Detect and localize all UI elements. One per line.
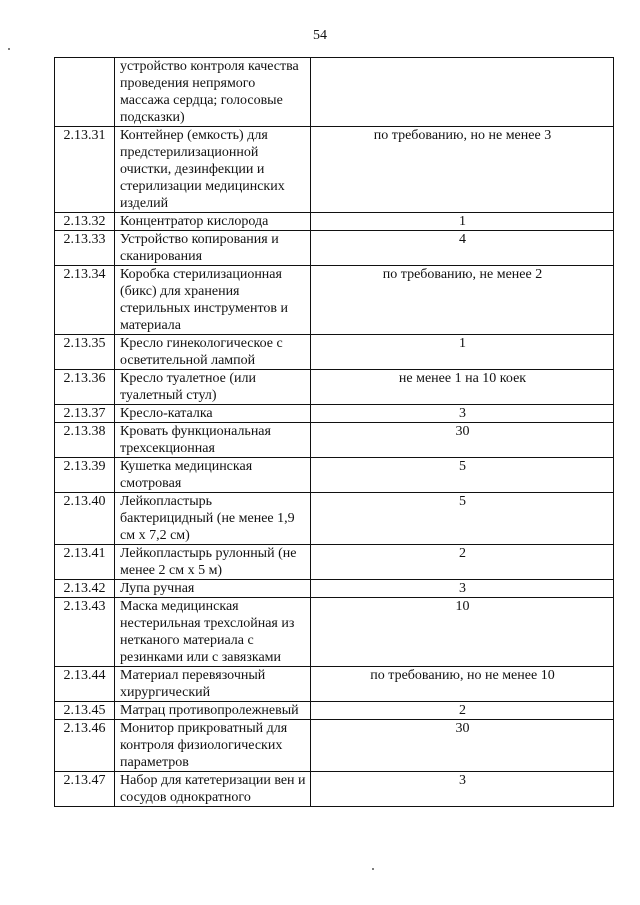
table-row [55,580,614,598]
requirement-cell: 2 [311,545,614,580]
item-name-cell: Кресло-каталка [115,405,311,423]
table-row [55,335,614,370]
requirement-cell: 30 [311,720,614,772]
requirement-cell: 1 [311,213,614,231]
table-row [55,720,614,772]
item-name-cell: Концентратор кислорода [115,213,311,231]
item-name-cell: Лейкопластырь бактерицидный (не менее 1,9 см х 7,2 см) [115,493,311,545]
requirement-cell: по требованию, не менее 2 [311,266,614,335]
requirement-cell: 30 [311,423,614,458]
row-number-cell: 2.13.42 [55,580,115,598]
row-number-cell: 2.13.31 [55,127,115,213]
equipment-table [54,57,614,807]
requirement-cell: по требованию, но не менее 3 [311,127,614,213]
item-name-cell: Маска медицинская нестерильная трехслойная из нетканого материала с резинками или с завязками [115,598,311,667]
table-row [55,598,614,667]
item-name-cell: устройство контроля качества проведения непрямого массажа сердца; голосовые подсказки) [115,58,311,127]
row-number-cell: 2.13.36 [55,370,115,405]
requirement-cell: 5 [311,458,614,493]
table-row [55,458,614,493]
row-number-cell: 2.13.33 [55,231,115,266]
row-number-cell: 2.13.37 [55,405,115,423]
row-number-cell: 2.13.41 [55,545,115,580]
requirement-cell: 10 [311,598,614,667]
row-number-cell: 2.13.47 [55,772,115,807]
table-row [55,370,614,405]
row-number-cell: 2.13.44 [55,667,115,702]
table-row [55,405,614,423]
table-row [55,58,614,127]
row-number-cell: 2.13.45 [55,702,115,720]
table-row [55,423,614,458]
page-number: 54 [313,28,327,43]
item-name-cell: Кресло туалетное (или туалетный стул) [115,370,311,405]
item-name-cell: Устройство копирования и сканирования [115,231,311,266]
requirement-cell: 5 [311,493,614,545]
item-name-cell: Монитор прикроватный для контроля физиологических параметров [115,720,311,772]
item-name-cell: Лейкопластырь рулонный (не менее 2 см х 5 м) [115,545,311,580]
table-row [55,772,614,807]
row-number-cell: 2.13.34 [55,266,115,335]
row-number-cell: 2.13.35 [55,335,115,370]
item-name-cell: Набор для катетеризации вен и сосудов однократного [115,772,311,807]
table-row [55,545,614,580]
table-row [55,493,614,545]
item-name-cell: Лупа ручная [115,580,311,598]
table-row [55,266,614,335]
scan-speck [372,868,374,870]
requirement-cell [311,58,614,127]
item-name-cell: Контейнер (емкость) для предстерилизационной очистки, дезинфекции и стерилизации медицинских изделий [115,127,311,213]
item-name-cell: Кровать функциональная трехсекционная [115,423,311,458]
item-name-cell: Кушетка медицинская смотровая [115,458,311,493]
requirement-cell: 1 [311,335,614,370]
table-row [55,231,614,266]
requirement-cell: 2 [311,702,614,720]
requirement-cell: по требованию, но не менее 10 [311,667,614,702]
row-number-cell: 2.13.39 [55,458,115,493]
item-name-cell: Матрац противопролежневый [115,702,311,720]
row-number-cell: 2.13.38 [55,423,115,458]
row-number-cell: 2.13.43 [55,598,115,667]
requirement-cell: 3 [311,772,614,807]
item-name-cell: Кресло гинекологическое с осветительной лампой [115,335,311,370]
table-row [55,667,614,702]
item-name-cell: Материал перевязочный хирургический [115,667,311,702]
item-name-cell: Коробка стерилизационная (бикс) для хранения стерильных инструментов и материала [115,266,311,335]
table-row [55,702,614,720]
requirement-cell: 3 [311,405,614,423]
row-number-cell: 2.13.32 [55,213,115,231]
table-row [55,213,614,231]
requirement-cell: 3 [311,580,614,598]
row-number-cell [55,58,115,127]
row-number-cell: 2.13.40 [55,493,115,545]
row-number-cell: 2.13.46 [55,720,115,772]
table-body [55,58,614,807]
scan-speck [8,48,10,50]
requirement-cell: 4 [311,231,614,266]
requirement-cell: не менее 1 на 10 коек [311,370,614,405]
table-row [55,127,614,213]
